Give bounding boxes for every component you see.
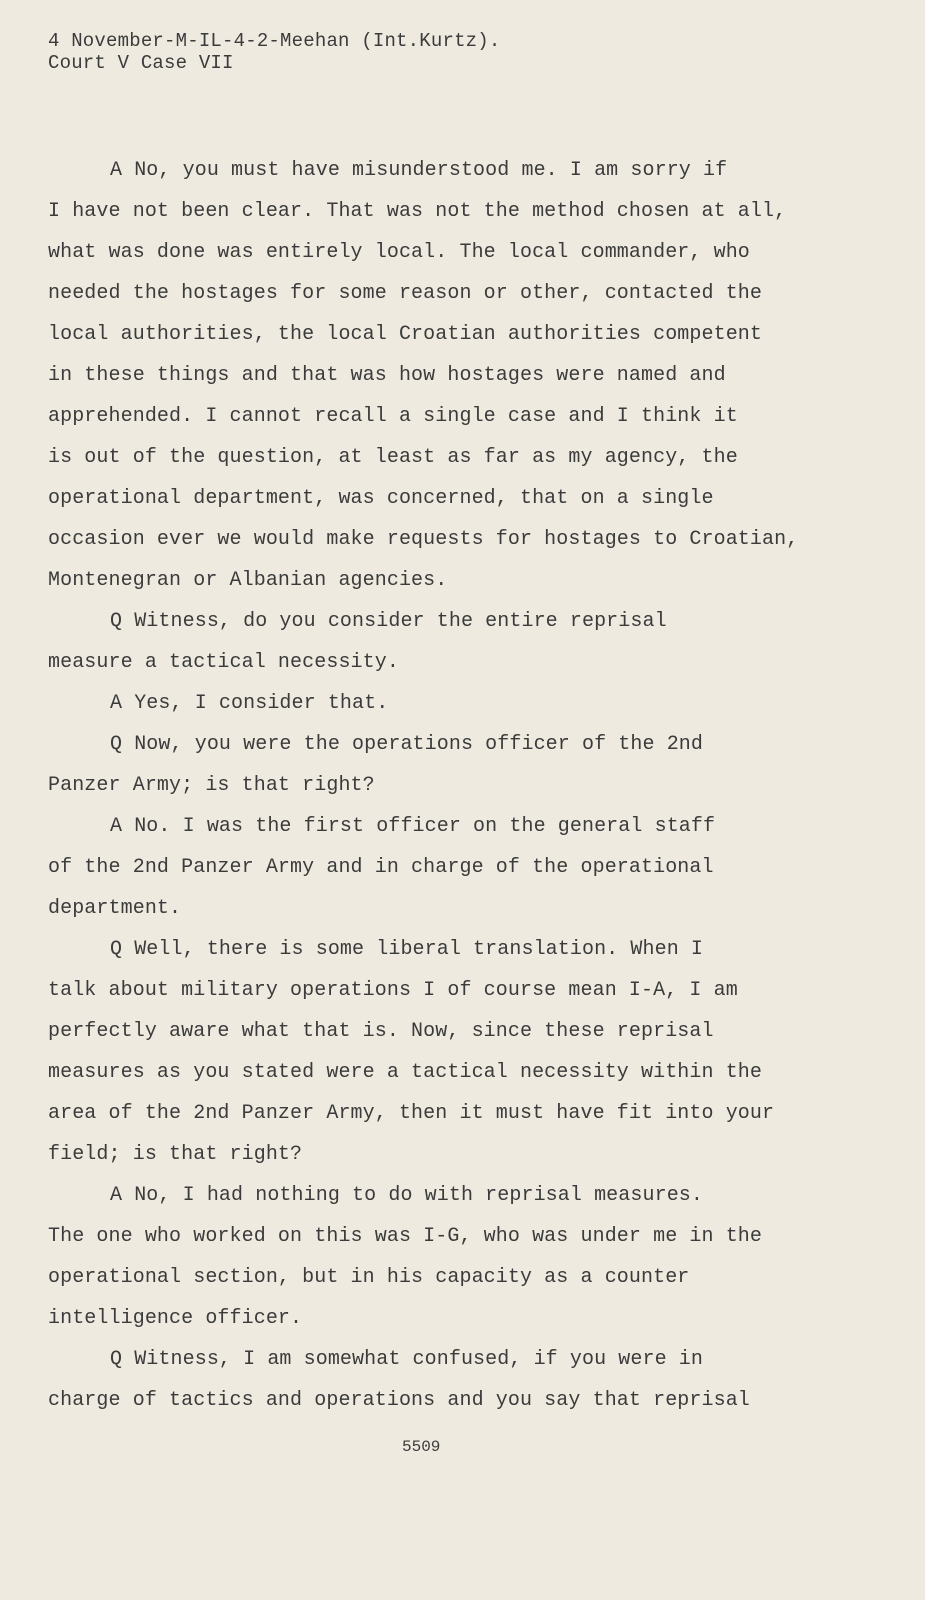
transcript-line: talk about military operations I of course mean I-A, I am: [48, 979, 738, 1002]
transcript-line: measures as you stated were a tactical necessity within the: [48, 1061, 763, 1084]
transcript-line: Panzer Army; is that right?: [48, 774, 375, 797]
transcript-line: of the 2nd Panzer Army and in charge of the operational: [48, 856, 714, 879]
transcript-line: intelligence officer.: [48, 1307, 303, 1330]
transcript-line: charge of tactics and operations and you say that reprisal: [48, 1389, 750, 1412]
transcript-line: local authorities, the local Croatian authorities competent: [48, 323, 763, 346]
transcript-line: The one who worked on this was I-G, who was under me in the: [48, 1225, 763, 1248]
transcript-line: measure a tactical necessity.: [48, 651, 399, 674]
transcript-line: Q Witness, do you consider the entire reprisal: [110, 610, 667, 633]
transcript-line: A No, I had nothing to do with reprisal measures.: [110, 1184, 703, 1207]
transcript-line: Montenegran or Albanian agencies.: [48, 569, 448, 592]
transcript-line: A Yes, I consider that.: [110, 692, 389, 715]
transcript-line: area of the 2nd Panzer Army, then it must have fit into your: [48, 1102, 775, 1125]
transcript-line: occasion ever we would make requests for hostages to Croatian,: [48, 528, 799, 551]
transcript-line: field; is that right?: [48, 1143, 303, 1166]
transcript-line: perfectly aware what that is. Now, since these reprisal: [48, 1020, 714, 1043]
transcript-line: operational section, but in his capacity as a counter: [48, 1266, 690, 1289]
transcript-line: operational department, was concerned, that on a single: [48, 487, 714, 510]
document-header-line-2: Court V Case VII: [48, 52, 234, 74]
transcript-line: apprehended. I cannot recall a single case and I think it: [48, 405, 738, 428]
transcript-line: Q Now, you were the operations officer of the 2nd: [110, 733, 703, 756]
transcript-line: department.: [48, 897, 182, 920]
transcript-body: [48, 150, 878, 1421]
transcript-line: Q Well, there is some liberal translation. When I: [110, 938, 703, 961]
transcript-line: I have not been clear. That was not the method chosen at all,: [48, 200, 787, 223]
transcript-line: what was done was entirely local. The local commander, who: [48, 241, 750, 264]
transcript-line: A No. I was the first officer on the general staff: [110, 815, 716, 838]
transcript-line: is out of the question, at least as far as my agency, the: [48, 446, 738, 469]
transcript-line: Q Witness, I am somewhat confused, if you were in: [110, 1348, 703, 1371]
transcript-line: A No, you must have misunderstood me. I am sorry if: [110, 159, 728, 182]
page-number: 5509: [402, 1438, 441, 1456]
document-header-line-1: 4 November-M-IL-4-2-Meehan (Int.Kurtz).: [48, 30, 501, 52]
transcript-line: needed the hostages for some reason or other, contacted the: [48, 282, 763, 305]
transcript-line: in these things and that was how hostages were named and: [48, 364, 726, 387]
